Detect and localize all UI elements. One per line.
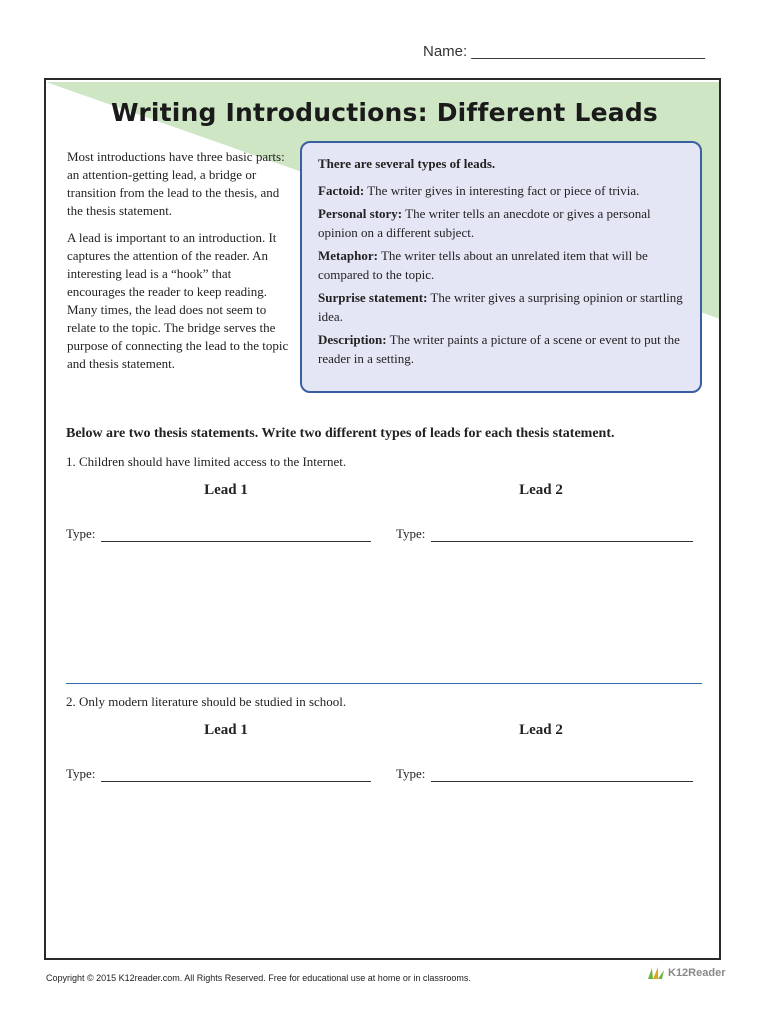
type-field-1b[interactable] bbox=[396, 526, 693, 542]
instructions: Below are two thesis statements. Write two different types of leads for each thesis statement. bbox=[66, 426, 615, 441]
intro-text bbox=[67, 148, 289, 382]
type-label: Type: bbox=[396, 526, 426, 541]
type-underline[interactable] bbox=[431, 769, 693, 782]
type-underline[interactable] bbox=[101, 529, 371, 542]
thesis-statement-2: 2. Only modern literature should be studied in school. bbox=[66, 694, 347, 709]
type-label: Type: bbox=[396, 766, 426, 781]
lead-2-heading: Lead 2 bbox=[519, 482, 563, 498]
k12reader-logo bbox=[646, 966, 725, 980]
worksheet-frame bbox=[44, 78, 721, 960]
type-underline[interactable] bbox=[101, 769, 371, 782]
lead-type-metaphor: Metaphor: The writer tells about an unrelated item that will be compared to the topic. bbox=[318, 248, 648, 282]
thesis-statement-1: 1. Children should have limited access to the Internet. bbox=[66, 454, 347, 469]
lead-type-factoid: Factoid: The writer gives in interesting fact or piece of trivia. bbox=[318, 183, 640, 198]
lead-1-heading: Lead 1 bbox=[204, 482, 248, 498]
type-underline[interactable] bbox=[431, 529, 693, 542]
lead-type-surprise-statement: Surprise statement: The writer gives a surprising opinion or startling idea. bbox=[318, 290, 683, 324]
type-field-2b[interactable] bbox=[396, 766, 693, 782]
section-divider bbox=[66, 683, 702, 684]
lead-types-heading: There are several types of leads. bbox=[318, 156, 496, 171]
name-line: Name: ____________________________ bbox=[423, 43, 705, 60]
type-field-1a[interactable] bbox=[66, 526, 371, 542]
copyright-footer: Copyright © 2015 K12reader.com. All Rights Reserved. Free for educational use at home or in classrooms. bbox=[46, 973, 471, 983]
intro-paragraph-2: A lead is important to an introduction. It captures the attention of the reader. An interesting lead is a “hook” that encourages the reader to keep reading. Many times, the lead does not seem to relate to the topic. The bridge serves the purpose of connecting the lead to the topic and thesis statement. bbox=[67, 230, 289, 371]
type-label: Type: bbox=[66, 766, 96, 781]
lead-types-box bbox=[300, 141, 702, 393]
intro-paragraph-1: Most introductions have three basic parts: an attention-getting lead, a bridge or transition from the lead to the thesis, and the thesis statement. bbox=[67, 149, 285, 218]
page-title: Writing Introductions: Different Leads bbox=[111, 98, 658, 127]
lead-2-heading: Lead 2 bbox=[519, 722, 563, 738]
lead-1-heading: Lead 1 bbox=[204, 722, 248, 738]
lead-type-description: Description: The writer paints a picture of a scene or event to put the reader in a setting. bbox=[318, 332, 680, 366]
logo-text: K12Reader bbox=[668, 967, 726, 979]
leaf-icon bbox=[646, 966, 666, 980]
type-label: Type: bbox=[66, 526, 96, 541]
lead-type-personal-story: Personal story: The writer tells an anecdote or gives a personal opinion on a different subject. bbox=[318, 206, 651, 240]
type-field-2a[interactable] bbox=[66, 766, 371, 782]
